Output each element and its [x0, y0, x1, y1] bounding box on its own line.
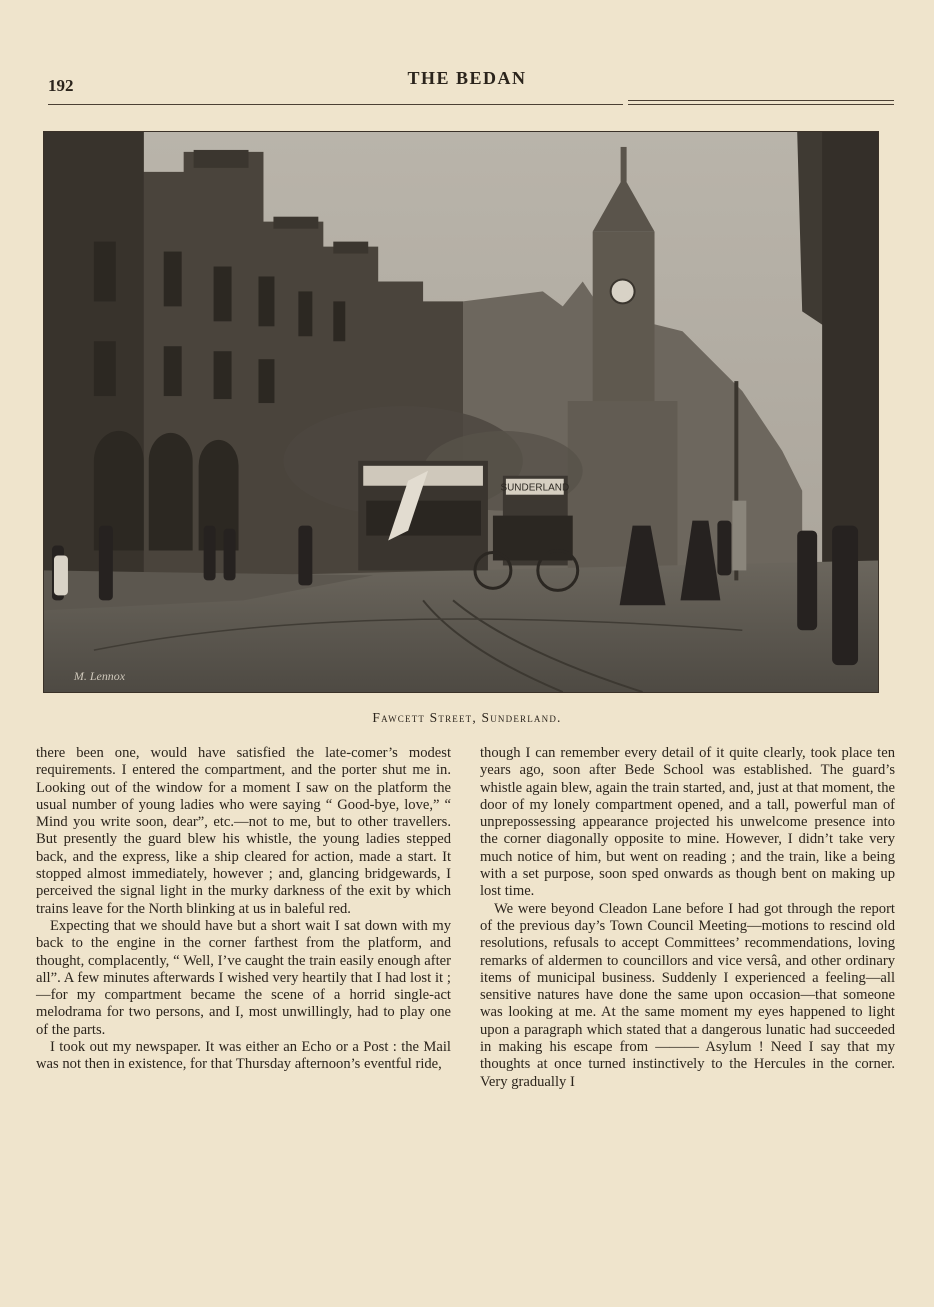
paragraph: We were beyond Cleadon Lane before I had got through the report of the previous day’s Town Council Meeting—motions to rescind old resolutions, refusals to accept Committees’ recommendations, loving remarks of aldermen to councillors and vice versâ, and other ordinary items of municipal business. Suddenly I experienced a feeling—all sensitive natures have done the same upon occasion—that someone was looking at me. At the same moment my eyes happened to light upon a paragraph which stated that a dangerous lunatic had succeeded in making his escape from ——— Asylum ! Need I say that my thoughts at once turned instinctively to the Hercules in the corner. Very gradually I — [480, 900, 895, 1090]
header-rule-left — [48, 104, 623, 105]
paragraph: there been one, would have satisfied the late-comer’s modest requirements. I entered the compartment, and the porter shut me in. Looking out of the window for a moment I saw on the platform the usual number of young ladies who were saying “ Good-bye, love,” “ Mind you write soon, dear”, etc.—not to me, but to other travellers. But presently the guard blew his whistle, the young ladies stepped back, and the express, like a ship cleared for action, made a start. It stopped almost immediately, however ; and, glancing bridgewards, I perceived the signal light in the murky darkness of the exit by which trains leave for the North blinking at us in baleful red. — [36, 745, 451, 917]
figure-caption: Fawcett Street, Sunderland. — [372, 710, 562, 725]
text-column-right — [480, 745, 895, 1091]
running-head: THE BEDAN — [407, 68, 527, 88]
street-photograph-drawing — [44, 132, 878, 692]
paragraph: I took out my newspaper. It was either an Echo or a Post : the Mail was not then in existence, for that Thursday afternoon’s eventful ride, — [36, 1039, 451, 1073]
text-column-left — [36, 745, 451, 1074]
tram-sign: SUNDERLAND — [500, 482, 570, 494]
street-photograph — [43, 131, 879, 693]
photographer-signature: M. Lennox — [73, 669, 126, 684]
paragraph: though I can remember every detail of it quite clearly, took place ten years ago, soon after Bede School was established. The guard’s whistle again blew, again the train started, and, just at that moment, the door of my lonely compartment opened, and a tall, powerful man of unprepossessing appearance projected his unwelcome presence into the corner diagonally opposite to mine. However, I didn’t take very much notice of him, but went on reading ; and the train, like a being with a set purpose, soon sped onwards as though bent on making up lost time. — [480, 745, 895, 900]
page-number: 192 — [48, 76, 74, 95]
header-rule-right — [628, 100, 894, 105]
paragraph: Expecting that we should have but a short wait I sat down with my back to the engine in the corner farthest from the platform, and thought, complacently, “ Well, I’ve caught the train easily enough after all”. A few minutes afterwards I wished very heartily that I had lost it ;—for my compartment became the scene of a horrid single-act melodrama for two persons, and I, most unwillingly, had to play one of the parts. — [36, 917, 451, 1038]
